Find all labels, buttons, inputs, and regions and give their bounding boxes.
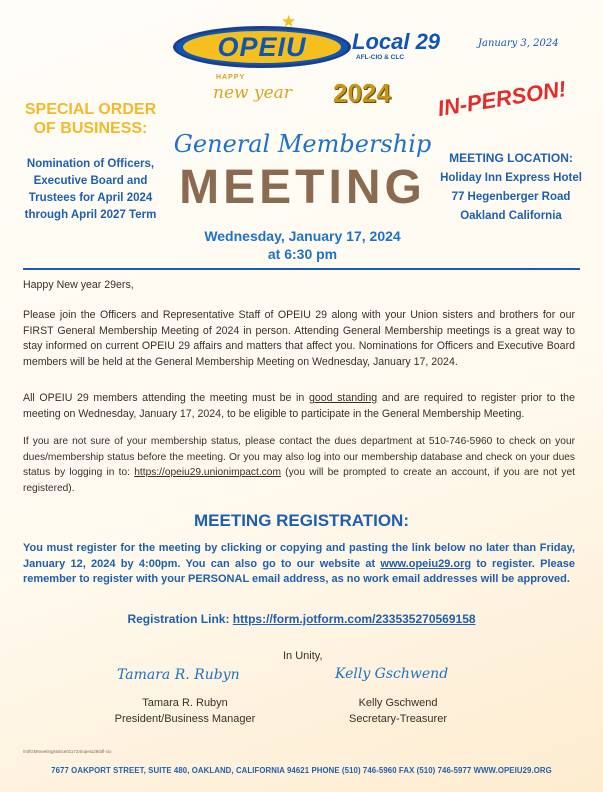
year-2024-graphic: 2024 (333, 78, 391, 108)
location-line-1: Holiday Inn Express Hotel (440, 172, 582, 184)
title-script: General Membership (173, 130, 432, 158)
local-29-logo: Local 29 (352, 29, 441, 54)
in-person-badge: IN-PERSON! (435, 76, 568, 122)
location-heading: MEETING LOCATION: (449, 151, 573, 165)
location-address (435, 169, 587, 226)
registration-link[interactable]: https://form.jotform.com/233535270569158 (232, 612, 476, 626)
paragraph-3: If you are not sure of your membership status, please contact the dues department at 510-746-5960 to check on your dues/membership status before the meeting. Or you may also log into our membership database and check on your dues status by logging in to: https://opeiu29.unionimpact.com (you will be prompted to create an account, if you are not yet registered). (23, 436, 576, 494)
unionimpact-link[interactable]: https://opeiu29.unionimpact.com (134, 467, 281, 478)
paragraph-2: All OPEIU 29 members attending the meeting must be in good standing and are required to register prior to the meeting on Wednesday, January 17, 2024, to be eligible to participate in the General Membership Meeting. (23, 392, 575, 420)
location-line-3: Oakland California (460, 210, 562, 222)
registration-title: MEETING REGISTRATION: (193, 511, 409, 530)
paragraph-1: Please join the Officers and Representative Staff of OPEIU 29 along with your Union sisters and brothers for our FIRST General Membership Meeting of 2024 in person. Attending General Membership meetings is a great way to stay informed on current OPEIU 29 affairs and matters that affect you. Nominations for Officers and Executive Board members will be held at the General Membership Meeting on Wednesday, January 17, 2024. (23, 309, 575, 368)
special-order-text: Nomination of Officers, Executive Board and Trustees for April 2024 through April 2027 Term (24, 158, 157, 221)
signature-president: Tamara R. Rubyn (117, 667, 240, 683)
new-year-text: new year (213, 83, 292, 103)
registration-link-row: Registration Link: https://form.jotform.com/233535270569158 (127, 612, 476, 626)
greeting: Happy New year 29ers, (23, 279, 134, 291)
website-link[interactable]: www.opeiu29.org (380, 557, 472, 570)
title-meeting: MEETING (179, 161, 426, 214)
in-unity: In Unity, (283, 650, 323, 662)
location-line-2: 77 Hegenberger Road (451, 191, 571, 203)
affiliation-text: AFL-CIO & CLC (356, 54, 405, 61)
meeting-time: at 6:30 pm (267, 246, 338, 262)
divider (23, 268, 580, 270)
registration-text: You must register for the meeting by clicking or copying and pasting the link below no later than Friday, January 12, 2024 by 4:00pm. You can also go to our website at www.opeiu29.org to register. Please remember to register with your PERSONAL email address, as no work email addresses will be approved. (23, 542, 575, 585)
happy-text: HAPPY (216, 74, 246, 81)
star-icon: ★ (281, 12, 297, 31)
signature-secretary: Kelly Gschwend (335, 666, 449, 682)
notice-date: January 3, 2024 (478, 38, 559, 49)
opeiu-logo: OPEIU (183, 31, 341, 63)
signer-president: Tamara R. Rubyn President/Business Manager (114, 697, 256, 725)
footer-address: 7677 OAKPORT STREET, SUITE 480, OAKLAND, CALIFORNIA 94621 PHONE (510) 746-5960 FAX (510) 746-5977 WWW.OPEIU29.ORG (51, 766, 552, 775)
good-standing-text: good standing (308, 392, 378, 404)
meeting-date: Wednesday, January 17, 2024 (204, 228, 401, 244)
document-code: /ml/GMmeetingNotice011724/opeiu29/afl-cio (23, 749, 112, 754)
special-order-heading: SPECIAL ORDER OF BUSINESS: (24, 101, 157, 137)
signer-secretary: Kelly Gschwend Secretary-Treasurer (348, 697, 447, 725)
